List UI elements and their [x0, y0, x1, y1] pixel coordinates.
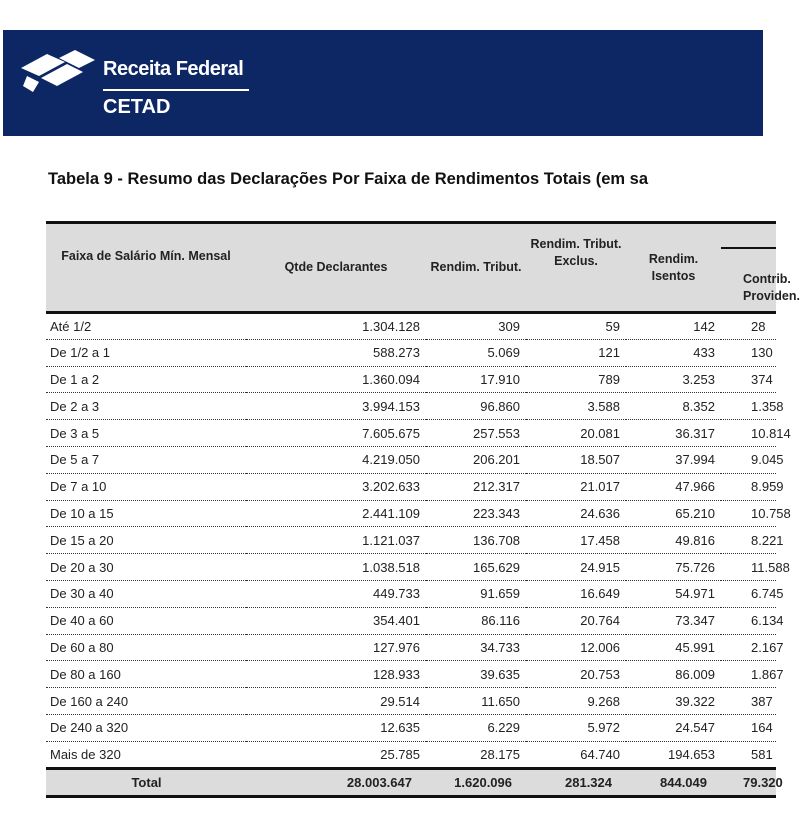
table-cell: 36.317 — [626, 420, 721, 447]
table-cell: 142 — [626, 313, 721, 340]
row-label: De 7 a 10 — [46, 473, 246, 500]
total-label: Total — [46, 768, 246, 796]
table-cell: 18.507 — [526, 446, 626, 473]
table-cell: 86.116 — [426, 607, 526, 634]
table-row — [46, 554, 776, 581]
column-header: Contrib. Providen. — [721, 223, 776, 313]
table-cell: 37.994 — [626, 446, 721, 473]
table-cell: 3.588 — [526, 393, 626, 420]
table-cell: 20.753 — [526, 661, 626, 688]
table-cell: 24.636 — [526, 500, 626, 527]
table-cell: 128.933 — [246, 661, 426, 688]
table-cell: 8.352 — [626, 393, 721, 420]
table-cell: 20.764 — [526, 607, 626, 634]
column-header: Faixa de Salário Mín. Mensal — [46, 223, 246, 313]
table-cell: 136.708 — [426, 527, 526, 554]
column-header: Rendim. Tribut. — [426, 223, 526, 313]
table-cell: 9.045 — [721, 446, 776, 473]
row-label: De 3 a 5 — [46, 420, 246, 447]
table-cell: 86.009 — [626, 661, 721, 688]
table-row — [46, 446, 776, 473]
table-row — [46, 500, 776, 527]
table-cell: 29.514 — [246, 688, 426, 715]
table-cell: 8.221 — [721, 527, 776, 554]
brand-name: Receita Federal — [103, 58, 244, 80]
table-cell: 59 — [526, 313, 626, 340]
table-cell: 6.134 — [721, 607, 776, 634]
summary-table-container — [46, 221, 800, 798]
table-cell: 127.976 — [246, 634, 426, 661]
total-cell: 1.620.096 — [426, 768, 526, 796]
row-label: De 1/2 a 1 — [46, 339, 246, 366]
table-cell: 73.347 — [626, 607, 721, 634]
table-row — [46, 420, 776, 447]
table-row — [46, 473, 776, 500]
table-cell: 387 — [721, 688, 776, 715]
row-label: Mais de 320 — [46, 741, 246, 768]
table-cell: 206.201 — [426, 446, 526, 473]
table-cell: 1.121.037 — [246, 527, 426, 554]
row-label: De 15 a 20 — [46, 527, 246, 554]
table-cell: 96.860 — [426, 393, 526, 420]
table-row — [46, 366, 776, 393]
table-cell: 24.547 — [626, 714, 721, 741]
table-cell: 354.401 — [246, 607, 426, 634]
table-row — [46, 313, 776, 340]
table-cell: 374 — [721, 366, 776, 393]
table-cell: 9.268 — [526, 688, 626, 715]
table-cell: 449.733 — [246, 580, 426, 607]
table-row — [46, 741, 776, 768]
row-label: De 5 a 7 — [46, 446, 246, 473]
table-cell: 194.653 — [626, 741, 721, 768]
table-cell: 75.726 — [626, 554, 721, 581]
table-cell: 165.629 — [426, 554, 526, 581]
table-cell: 24.915 — [526, 554, 626, 581]
table-cell: 11.588 — [721, 554, 776, 581]
table-cell: 28 — [721, 313, 776, 340]
row-label: De 160 a 240 — [46, 688, 246, 715]
table-cell: 16.649 — [526, 580, 626, 607]
table-cell: 91.659 — [426, 580, 526, 607]
table-cell: 28.175 — [426, 741, 526, 768]
brand-subtitle: CETAD — [103, 96, 171, 118]
row-label: De 40 a 60 — [46, 607, 246, 634]
table-cell: 5.972 — [526, 714, 626, 741]
table-cell: 1.360.094 — [246, 366, 426, 393]
table-row — [46, 339, 776, 366]
table-row — [46, 688, 776, 715]
table-row — [46, 634, 776, 661]
table-cell: 4.219.050 — [246, 446, 426, 473]
table-cell: 6.745 — [721, 580, 776, 607]
column-header: Rendim. Isentos — [626, 223, 721, 313]
row-label: De 1 a 2 — [46, 366, 246, 393]
row-label: De 60 a 80 — [46, 634, 246, 661]
table-cell: 10.814 — [721, 420, 776, 447]
table-cell: 17.458 — [526, 527, 626, 554]
table-cell: 10.758 — [721, 500, 776, 527]
table-cell: 309 — [426, 313, 526, 340]
table-cell: 20.081 — [526, 420, 626, 447]
table-cell: 3.202.633 — [246, 473, 426, 500]
total-cell: 281.324 — [526, 768, 626, 796]
table-row — [46, 661, 776, 688]
table-cell: 6.229 — [426, 714, 526, 741]
brand-divider — [103, 89, 249, 91]
table-cell: 39.322 — [626, 688, 721, 715]
table-cell: 8.959 — [721, 473, 776, 500]
row-label: De 80 a 160 — [46, 661, 246, 688]
summary-table — [46, 221, 800, 798]
table-cell: 1.358 — [721, 393, 776, 420]
table-cell: 64.740 — [526, 741, 626, 768]
table-cell: 1.867 — [721, 661, 776, 688]
total-cell: 79.320 — [721, 768, 776, 796]
row-label: De 10 a 15 — [46, 500, 246, 527]
table-cell: 12.006 — [526, 634, 626, 661]
table-cell: 223.343 — [426, 500, 526, 527]
table-cell: 121 — [526, 339, 626, 366]
table-row — [46, 580, 776, 607]
table-cell: 47.966 — [626, 473, 721, 500]
column-header: Qtde Declarantes — [246, 223, 426, 313]
total-cell: 28.003.647 — [246, 768, 426, 796]
table-row — [46, 527, 776, 554]
table-cell: 2.167 — [721, 634, 776, 661]
table-cell: 164 — [721, 714, 776, 741]
table-cell: 5.069 — [426, 339, 526, 366]
table-row — [46, 714, 776, 741]
receita-federal-logo-icon — [17, 46, 101, 98]
table-row — [46, 393, 776, 420]
table-cell: 1.038.518 — [246, 554, 426, 581]
row-label: De 240 a 320 — [46, 714, 246, 741]
row-label: De 2 a 3 — [46, 393, 246, 420]
table-cell: 130 — [721, 339, 776, 366]
header-banner — [3, 30, 763, 136]
table-cell: 65.210 — [626, 500, 721, 527]
table-cell: 25.785 — [246, 741, 426, 768]
total-row — [46, 768, 776, 796]
column-header: Rendim. Tribut. Exclus. — [526, 223, 626, 313]
table-cell: 45.991 — [626, 634, 721, 661]
table-cell: 212.317 — [426, 473, 526, 500]
table-cell: 12.635 — [246, 714, 426, 741]
table-cell: 7.605.675 — [246, 420, 426, 447]
table-cell: 1.304.128 — [246, 313, 426, 340]
table-cell: 588.273 — [246, 339, 426, 366]
table-cell: 54.971 — [626, 580, 721, 607]
table-cell: 789 — [526, 366, 626, 393]
table-cell: 17.910 — [426, 366, 526, 393]
total-cell: 844.049 — [626, 768, 721, 796]
table-cell: 34.733 — [426, 634, 526, 661]
row-label: Até 1/2 — [46, 313, 246, 340]
table-cell: 257.553 — [426, 420, 526, 447]
row-label: De 20 a 30 — [46, 554, 246, 581]
table-cell: 49.816 — [626, 527, 721, 554]
table-title: Tabela 9 - Resumo das Declarações Por Faixa de Rendimentos Totais (em sa — [48, 170, 649, 188]
table-cell: 581 — [721, 741, 776, 768]
table-cell: 2.441.109 — [246, 500, 426, 527]
table-cell: 433 — [626, 339, 721, 366]
table-row — [46, 607, 776, 634]
table-header-row — [46, 223, 776, 313]
table-cell: 3.994.153 — [246, 393, 426, 420]
row-label: De 30 a 40 — [46, 580, 246, 607]
table-cell: 21.017 — [526, 473, 626, 500]
table-cell: 11.650 — [426, 688, 526, 715]
table-cell: 39.635 — [426, 661, 526, 688]
table-cell: 3.253 — [626, 366, 721, 393]
